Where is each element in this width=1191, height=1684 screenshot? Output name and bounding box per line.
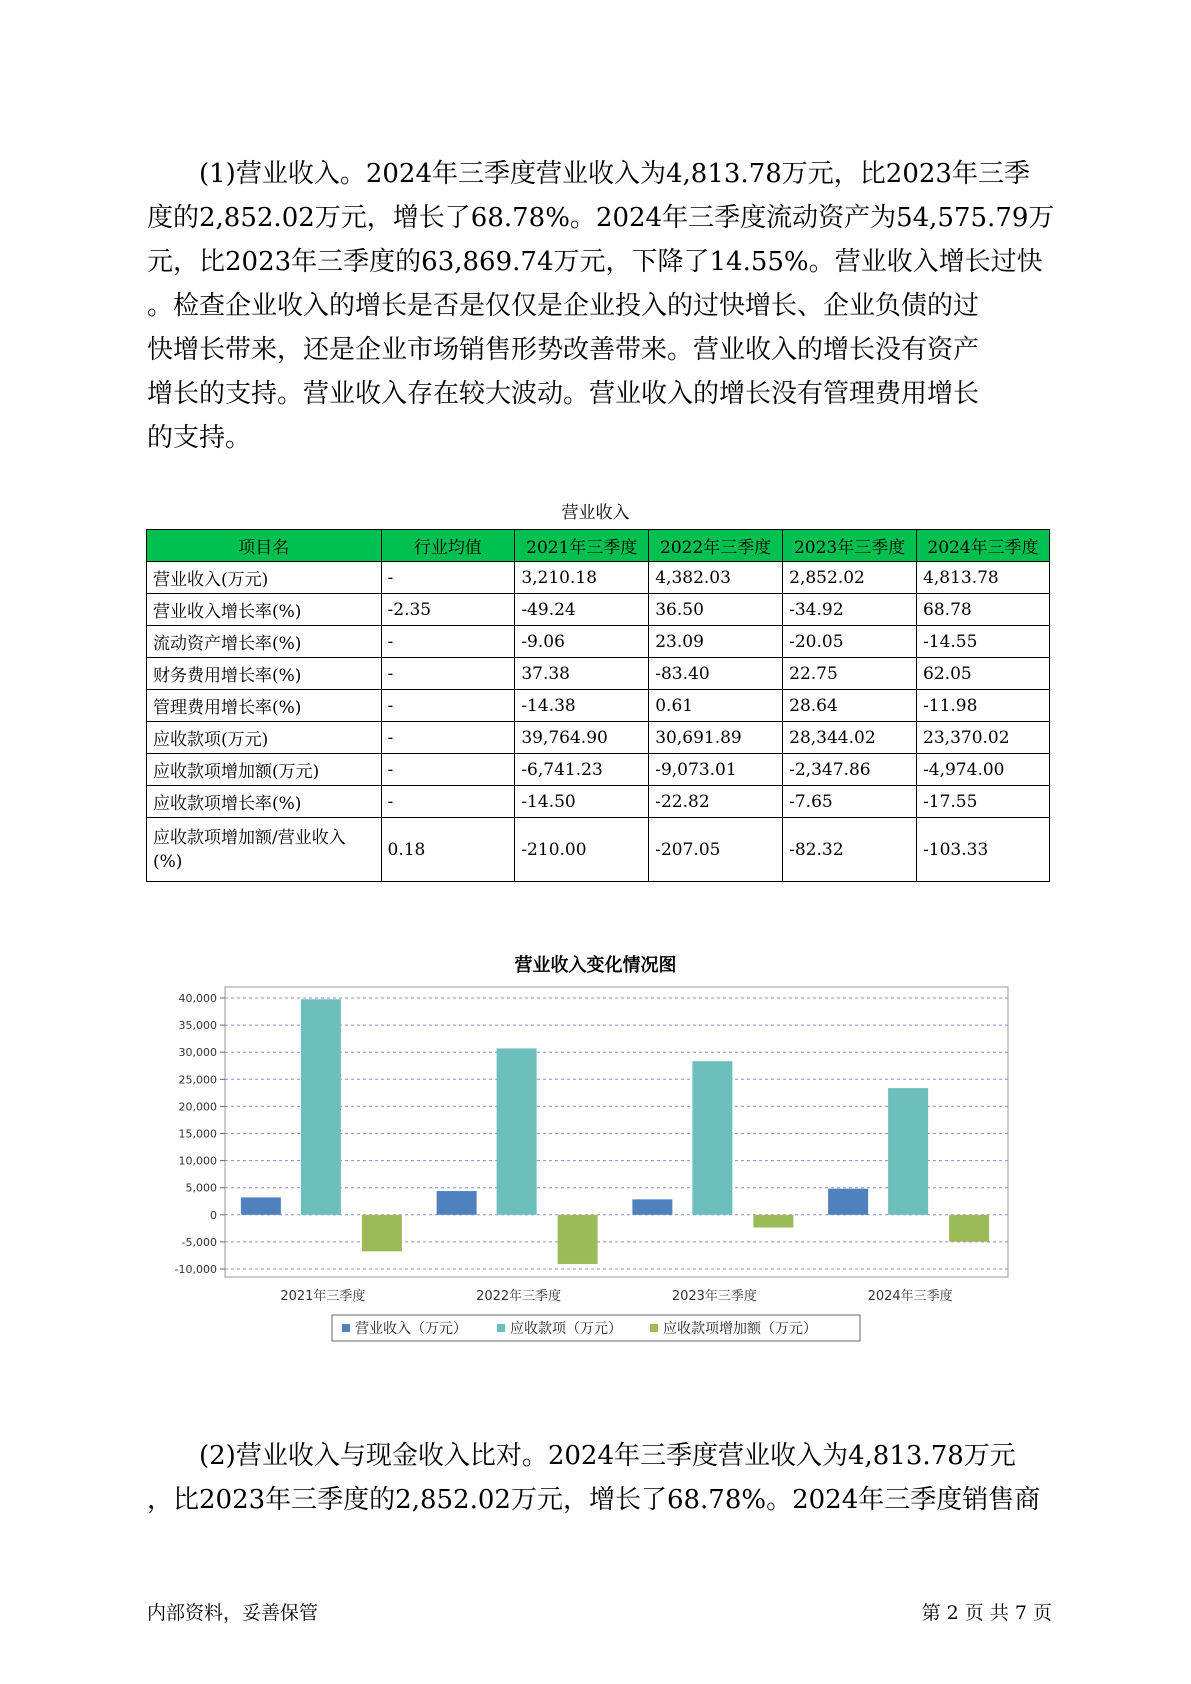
legend-swatch	[497, 1324, 505, 1332]
legend-label: 应收款项（万元）	[510, 1321, 622, 1337]
column-header: 2022年三季度	[649, 530, 783, 562]
table-cell: -	[381, 562, 515, 594]
row-label-cell: 应收款项增加额(万元)	[147, 754, 382, 786]
table-cell: -207.05	[649, 818, 783, 882]
y-tick-label: 40,000	[178, 992, 217, 1005]
footer-page-number: 第 2 页 共 7 页	[921, 1602, 1052, 1624]
table-cell: 68.78	[917, 594, 1050, 626]
paragraph-line: 元，比2023年三季度的63,869.74万元，下降了14.55%。营业收入增长过快	[147, 247, 1043, 277]
y-tick-label: 15,000	[178, 1127, 217, 1141]
table-cell: -49.24	[515, 594, 649, 626]
table-row	[147, 594, 1050, 626]
row-label-cell: 应收款项(万元)	[147, 722, 382, 754]
y-tick-label: -10,000	[174, 1263, 217, 1276]
table-row	[147, 722, 1050, 754]
table-row	[147, 818, 1050, 882]
paragraph-line: 。检查企业收入的增长是否是仅仅是企业投入的过快增长、企业负债的过	[147, 291, 980, 321]
paragraph-revenue	[147, 152, 1055, 460]
footer-confidential: 内部资料，妥善保管	[147, 1602, 319, 1624]
table-cell: 36.50	[649, 594, 783, 626]
row-label-cell: 流动资产增长率(%)	[147, 626, 382, 658]
bar-receivables	[888, 1088, 928, 1215]
table-cell: -9.06	[515, 626, 649, 658]
table-cell: -14.50	[515, 786, 649, 818]
revenue-bar-chart	[160, 985, 1020, 1395]
bar-revenue	[241, 1197, 281, 1214]
table-cell: -14.55	[917, 626, 1050, 658]
y-tick-label: 5,000	[185, 1181, 217, 1195]
table-cell: -82.32	[783, 818, 917, 882]
bar-revenue	[632, 1199, 672, 1214]
legend-label: 应收款项增加额（万元）	[663, 1321, 817, 1337]
table-cell: 4,813.78	[917, 562, 1050, 594]
revenue-table	[146, 529, 1050, 882]
table-row	[147, 658, 1050, 690]
x-tick-label: 2024年三季度	[867, 1289, 953, 1304]
y-tick-label: 0	[210, 1208, 217, 1222]
paragraph-line: 增长的支持。营业收入存在较大波动。营业收入的增长没有管理费用增长	[147, 379, 980, 409]
table-cell: -4,974.00	[917, 754, 1050, 786]
table-cell: -	[381, 722, 515, 754]
row-label-cell: 营业收入增长率(%)	[147, 594, 382, 626]
chart-title: 营业收入变化情况图	[514, 955, 677, 976]
table-cell: 4,382.03	[649, 562, 783, 594]
paragraph-line: (2)营业收入与现金收入比对。2024年三季度营业收入为4,813.78万元	[199, 1441, 1016, 1471]
table-cell: -210.00	[515, 818, 649, 882]
y-tick-label: 25,000	[178, 1073, 217, 1087]
y-tick-label: 20,000	[178, 1100, 217, 1114]
row-label-cell: 财务费用增长率(%)	[147, 658, 382, 690]
table-row	[147, 786, 1050, 818]
table-cell: -2.35	[381, 594, 515, 626]
row-label-cell: 管理费用增长率(%)	[147, 690, 382, 722]
table-cell: -6,741.23	[515, 754, 649, 786]
table-row	[147, 690, 1050, 722]
bar-receivables-increase	[949, 1215, 989, 1242]
table-row	[147, 626, 1050, 658]
table-row	[147, 754, 1050, 786]
table-cell: 62.05	[917, 658, 1050, 690]
legend-swatch	[650, 1324, 658, 1332]
table-cell: 28.64	[783, 690, 917, 722]
paragraph-line: 快增长带来，还是企业市场销售形势改善带来。营业收入的增长没有资产	[147, 335, 980, 365]
table-cell: 0.18	[381, 818, 515, 882]
table-cell: 3,210.18	[515, 562, 649, 594]
table-cell: 28,344.02	[783, 722, 917, 754]
x-tick-label: 2021年三季度	[280, 1289, 366, 1304]
paragraph-line: (1)营业收入。2024年三季度营业收入为4,813.78万元，比2023年三季	[199, 159, 1030, 189]
paragraph-line: 的支持。	[147, 423, 252, 453]
column-header: 2024年三季度	[917, 530, 1050, 562]
table-cell: 22.75	[783, 658, 917, 690]
bar-revenue	[437, 1191, 477, 1215]
table-cell: -	[381, 754, 515, 786]
paragraph-line: 度的2,852.02万元，增长了68.78%。2024年三季度流动资产为54,575.79万	[147, 203, 1055, 233]
bar-receivables-increase	[558, 1215, 598, 1264]
table-header-row	[147, 530, 1050, 562]
table-cell: -14.38	[515, 690, 649, 722]
table-cell: -2,347.86	[783, 754, 917, 786]
paragraph-cash-comparison	[147, 1434, 1052, 1522]
y-tick-label: -5,000	[181, 1235, 217, 1249]
paragraph-line: ，比2023年三季度的2,852.02万元，增长了68.78%。2024年三季度销售商	[147, 1485, 1041, 1515]
bar-receivables-increase	[362, 1215, 402, 1252]
table-cell: -	[381, 658, 515, 690]
table-cell: 30,691.89	[649, 722, 783, 754]
table-cell: -11.98	[917, 690, 1050, 722]
table-cell: -34.92	[783, 594, 917, 626]
table-cell: -83.40	[649, 658, 783, 690]
column-header: 行业均值	[381, 530, 515, 562]
table-row	[147, 562, 1050, 594]
bar-revenue	[828, 1189, 868, 1215]
table-cell: -7.65	[783, 786, 917, 818]
table-cell: 37.38	[515, 658, 649, 690]
legend-swatch	[342, 1324, 350, 1332]
table-cell: 23.09	[649, 626, 783, 658]
table-cell: 39,764.90	[515, 722, 649, 754]
y-tick-label: 10,000	[178, 1154, 217, 1168]
column-header: 项目名	[147, 530, 382, 562]
table-cell: 0.61	[649, 690, 783, 722]
row-label-cell: 营业收入(万元)	[147, 562, 382, 594]
bar-receivables	[301, 999, 341, 1215]
column-header: 2023年三季度	[783, 530, 917, 562]
row-label-cell: 应收款项增长率(%)	[147, 786, 382, 818]
x-tick-label: 2023年三季度	[671, 1289, 757, 1304]
row-label-cell: 应收款项增加额/营业收入(%)	[147, 818, 382, 882]
bar-receivables	[497, 1048, 537, 1214]
table-cell: -103.33	[917, 818, 1050, 882]
table-caption: 营业收入	[561, 503, 630, 523]
legend-label: 营业收入（万元）	[355, 1321, 467, 1337]
table-cell: -9,073.01	[649, 754, 783, 786]
column-header: 2021年三季度	[515, 530, 649, 562]
table-cell: 2,852.02	[783, 562, 917, 594]
table-cell: -20.05	[783, 626, 917, 658]
bar-receivables-increase	[753, 1215, 793, 1228]
table-cell: 23,370.02	[917, 722, 1050, 754]
table-cell: -	[381, 690, 515, 722]
table-cell: -	[381, 626, 515, 658]
table-cell: -22.82	[649, 786, 783, 818]
y-tick-label: 30,000	[178, 1046, 217, 1060]
x-tick-label: 2022年三季度	[476, 1289, 562, 1304]
bar-receivables	[692, 1061, 732, 1215]
y-tick-label: 35,000	[178, 1019, 217, 1033]
table-cell: -17.55	[917, 786, 1050, 818]
table-cell: -	[381, 786, 515, 818]
